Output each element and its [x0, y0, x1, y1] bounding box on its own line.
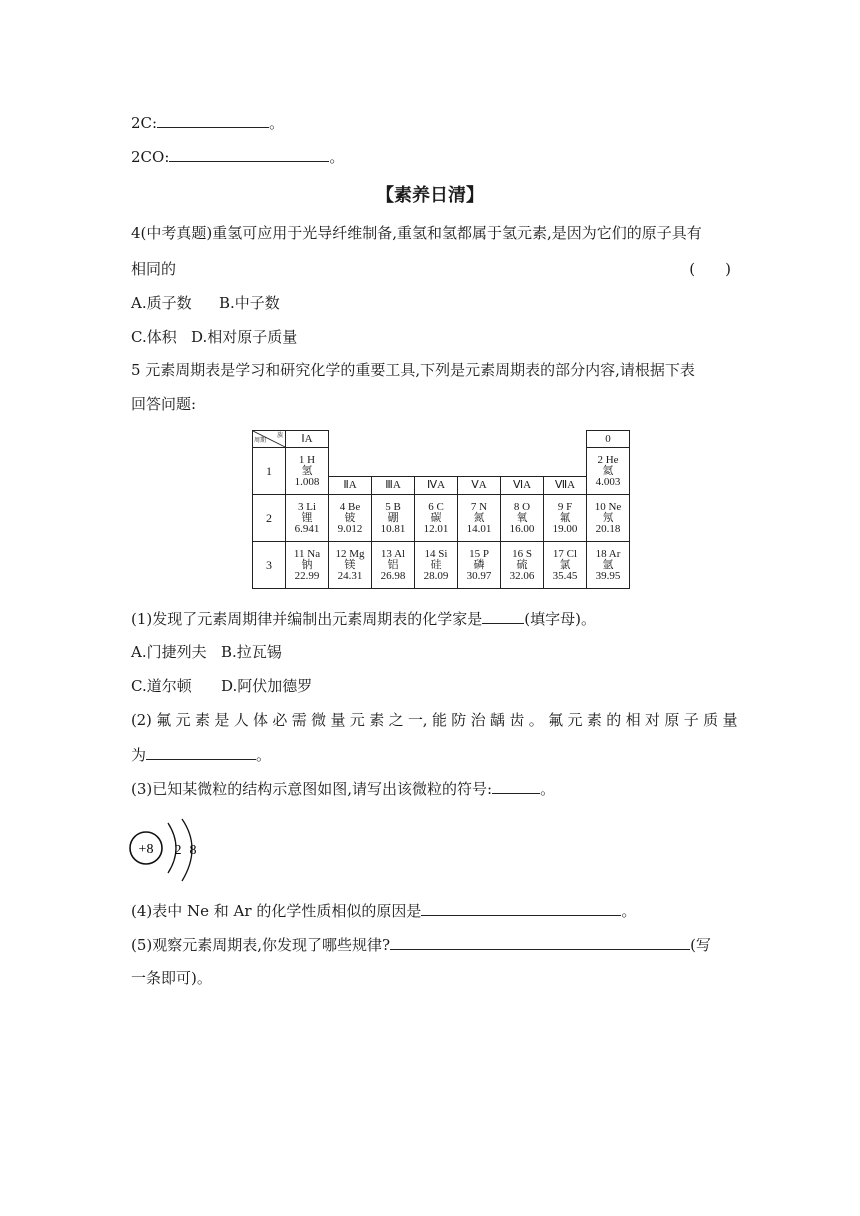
- q5-sub2-text: 为: [131, 746, 147, 764]
- nucleus-charge: +8: [138, 842, 154, 857]
- element-o-name: 氧: [516, 511, 528, 524]
- element-cell-mg: [329, 542, 372, 589]
- element-al-mass: 26.98: [380, 569, 406, 582]
- answer-label-2co: 2CO:: [131, 148, 170, 166]
- element-cell-f: [544, 495, 587, 542]
- element-cell-cl: [544, 542, 587, 589]
- q5-sub4-blank[interactable]: [421, 900, 621, 916]
- element-be-name: 铍: [344, 511, 356, 524]
- q5-sub2-line2: [131, 744, 271, 765]
- group-header-1a: ⅠA: [286, 431, 329, 448]
- element-cell-be: [329, 495, 372, 542]
- q5-sub2-blank[interactable]: [146, 744, 256, 760]
- element-p-number-symbol: 15 P: [469, 547, 489, 560]
- q4-option-b[interactable]: B.中子数: [219, 294, 280, 312]
- q4-option-d[interactable]: D.相对原子质量: [191, 328, 298, 346]
- corner-group-label: 族: [276, 433, 283, 439]
- answer-line-2c: [131, 112, 284, 133]
- element-si-mass: 28.09: [423, 569, 449, 582]
- q5-sub5-tail: (写: [690, 936, 711, 954]
- q5-sub4: [131, 900, 636, 921]
- element-h-name: 氢: [301, 464, 313, 477]
- element-f-mass: 19.00: [552, 522, 578, 535]
- q4-options-row2: [131, 327, 297, 347]
- shell-2-count: 8: [189, 843, 197, 858]
- q4-option-a[interactable]: A.质子数: [131, 294, 192, 312]
- element-c-name: 碳: [430, 511, 442, 524]
- element-cell-o: [501, 495, 544, 542]
- q4-stem-text: 相同的: [131, 260, 177, 278]
- element-f-number-symbol: 9 F: [557, 500, 573, 513]
- answer-blank-2co[interactable]: [169, 146, 329, 162]
- element-cl-number-symbol: 17 Cl: [552, 547, 578, 560]
- q5-sub1: [131, 608, 596, 629]
- element-cell-ar: [587, 542, 630, 589]
- q5-sub3: [131, 778, 555, 799]
- atom-structure-diagram: [126, 817, 216, 887]
- element-be-mass: 9.012: [337, 522, 363, 535]
- element-f-name: 氟: [559, 511, 571, 524]
- element-cell-c: [415, 495, 458, 542]
- section-title: 【素养日清】: [376, 185, 484, 206]
- q5-sub2-end: 。: [256, 746, 272, 764]
- element-cell-b: [372, 495, 415, 542]
- element-cell-p: [458, 542, 501, 589]
- element-b-number-symbol: 5 B: [385, 500, 401, 513]
- answer-blank-2c[interactable]: [157, 112, 269, 128]
- q5-sub1-option-a[interactable]: A.门捷列夫: [131, 643, 207, 661]
- element-he-name: 氦: [602, 464, 614, 477]
- element-c-mass: 12.01: [423, 522, 449, 535]
- element-ne-name: 氖: [602, 511, 614, 524]
- group-header-4a: ⅣA: [415, 477, 458, 495]
- period-label-3: 3: [253, 542, 286, 589]
- group-header-7a: ⅦA: [544, 477, 587, 495]
- element-na-mass: 22.99: [294, 569, 320, 582]
- element-o-number-symbol: 8 O: [513, 500, 531, 513]
- period1-gap: [329, 448, 587, 477]
- element-s-number-symbol: 16 S: [512, 547, 532, 560]
- corner-period-label: 周期: [254, 438, 267, 444]
- element-cell-h: [286, 448, 329, 495]
- element-cell-n: [458, 495, 501, 542]
- element-cl-mass: 35.45: [552, 569, 578, 582]
- element-si-number-symbol: 14 Si: [424, 547, 448, 560]
- answer-line-2co: [131, 146, 344, 167]
- element-ar-number-symbol: 18 Ar: [595, 547, 621, 560]
- element-ar-name: 氩: [602, 558, 614, 571]
- periodic-table: [252, 430, 630, 589]
- period-label-2: 2: [253, 495, 286, 542]
- element-na-number-symbol: 11 Na: [293, 547, 321, 560]
- group-header-3a: ⅢA: [372, 477, 415, 495]
- q4-stem-line1: 4(中考真题)重氢可应用于光导纤维制备,重氢和氢都属于氢元素,是因为它们的原子具有: [131, 224, 702, 242]
- element-si-name: 硅: [430, 558, 442, 571]
- element-h-number-symbol: 1 H: [298, 453, 316, 466]
- element-na-name: 钠: [301, 558, 313, 571]
- element-p-name: 磷: [473, 558, 485, 571]
- element-li-mass: 6.941: [294, 522, 320, 535]
- element-s-mass: 32.06: [509, 569, 535, 582]
- period-label-1: 1: [253, 448, 286, 495]
- element-al-name: 铝: [387, 558, 399, 571]
- q5-sub1-option-d[interactable]: D.阿伏加德罗: [221, 677, 313, 695]
- q5-sub1-option-b[interactable]: B.拉瓦锡: [221, 643, 282, 661]
- element-h-mass: 1.008: [294, 475, 320, 488]
- q5-sub4-text: (4)表中 Ne 和 Ar 的化学性质相似的原因是: [131, 902, 422, 920]
- element-mg-number-symbol: 12 Mg: [335, 547, 365, 560]
- element-al-number-symbol: 13 Al: [380, 547, 406, 560]
- table-corner-cell: [253, 431, 286, 448]
- group-header-6a: ⅥA: [501, 477, 544, 495]
- q5-sub1-options-row1: [131, 642, 282, 662]
- q5-stem-line2: 回答问题:: [131, 395, 197, 413]
- element-n-mass: 14.01: [466, 522, 492, 535]
- q5-sub5-blank[interactable]: [390, 934, 690, 950]
- header-gap: [329, 431, 587, 448]
- element-ar-mass: 39.95: [595, 569, 621, 582]
- q5-sub2-line1: (2) 氟 元 素 是 人 体 必 需 微 量 元 素 之 一, 能 防 治 龋 齿 。 氟 元 素 的 相 对 原 子 质 量: [131, 711, 738, 729]
- element-cell-na: [286, 542, 329, 589]
- q5-stem-line1: 5 元素周期表是学习和研究化学的重要工具,下列是元素周期表的部分内容,请根据下表: [131, 361, 695, 379]
- q5-sub1-options-row2: [131, 676, 312, 696]
- element-ne-mass: 20.18: [595, 522, 621, 535]
- element-li-name: 锂: [301, 511, 313, 524]
- answer-end-2c: 。: [269, 114, 285, 132]
- element-cell-si: [415, 542, 458, 589]
- element-mg-name: 镁: [344, 558, 356, 571]
- q4-stem-line2: [131, 259, 731, 279]
- group-header-5a: ⅤA: [458, 477, 501, 495]
- element-p-mass: 30.97: [466, 569, 492, 582]
- shell-1-count: 2: [174, 843, 182, 858]
- q5-sub1-option-c[interactable]: C.道尔顿: [131, 677, 192, 695]
- q5-sub5-line2: 一条即可)。: [131, 969, 212, 987]
- element-be-number-symbol: 4 Be: [339, 500, 361, 513]
- element-cell-ne: [587, 495, 630, 542]
- q5-sub3-text: (3)已知某微粒的结构示意图如图,请写出该微粒的符号:: [131, 780, 493, 798]
- element-cell-li: [286, 495, 329, 542]
- element-b-name: 硼: [387, 511, 399, 524]
- element-ne-number-symbol: 10 Ne: [594, 500, 622, 513]
- element-n-number-symbol: 7 N: [470, 500, 488, 513]
- element-cl-name: 氯: [559, 558, 571, 571]
- element-cell-s: [501, 542, 544, 589]
- q5-sub1-text: (1)发现了元素周期律并编制出元素周期表的化学家是: [131, 610, 483, 628]
- element-mg-mass: 24.31: [337, 569, 363, 582]
- element-n-name: 氮: [473, 511, 485, 524]
- q4-options-row1: [131, 293, 280, 313]
- answer-end-2co: 。: [329, 148, 345, 166]
- q5-sub3-end: 。: [540, 780, 556, 798]
- q5-sub3-blank[interactable]: [492, 778, 540, 794]
- q5-sub4-end: 。: [621, 902, 637, 920]
- q4-option-c[interactable]: C.体积: [131, 328, 177, 346]
- answer-label-2c: 2C:: [131, 114, 158, 132]
- element-he-number-symbol: 2 He: [597, 453, 619, 466]
- element-b-mass: 10.81: [380, 522, 406, 535]
- element-he-mass: 4.003: [595, 475, 621, 488]
- q4-answer-paren[interactable]: ( ): [689, 260, 731, 278]
- element-cell-he: [587, 448, 630, 495]
- element-s-name: 硫: [516, 558, 528, 571]
- q5-sub1-blank[interactable]: [482, 608, 524, 624]
- element-c-number-symbol: 6 C: [428, 500, 444, 513]
- element-li-number-symbol: 3 Li: [297, 500, 317, 513]
- group-header-0: 0: [587, 431, 630, 448]
- element-cell-al: [372, 542, 415, 589]
- element-o-mass: 16.00: [509, 522, 535, 535]
- q5-sub5: [131, 934, 711, 955]
- group-header-2a: ⅡA: [329, 477, 372, 495]
- q5-sub5-text: (5)观察元素周期表,你发现了哪些规律?: [131, 936, 391, 954]
- q5-sub1-end: (填字母)。: [524, 610, 596, 628]
